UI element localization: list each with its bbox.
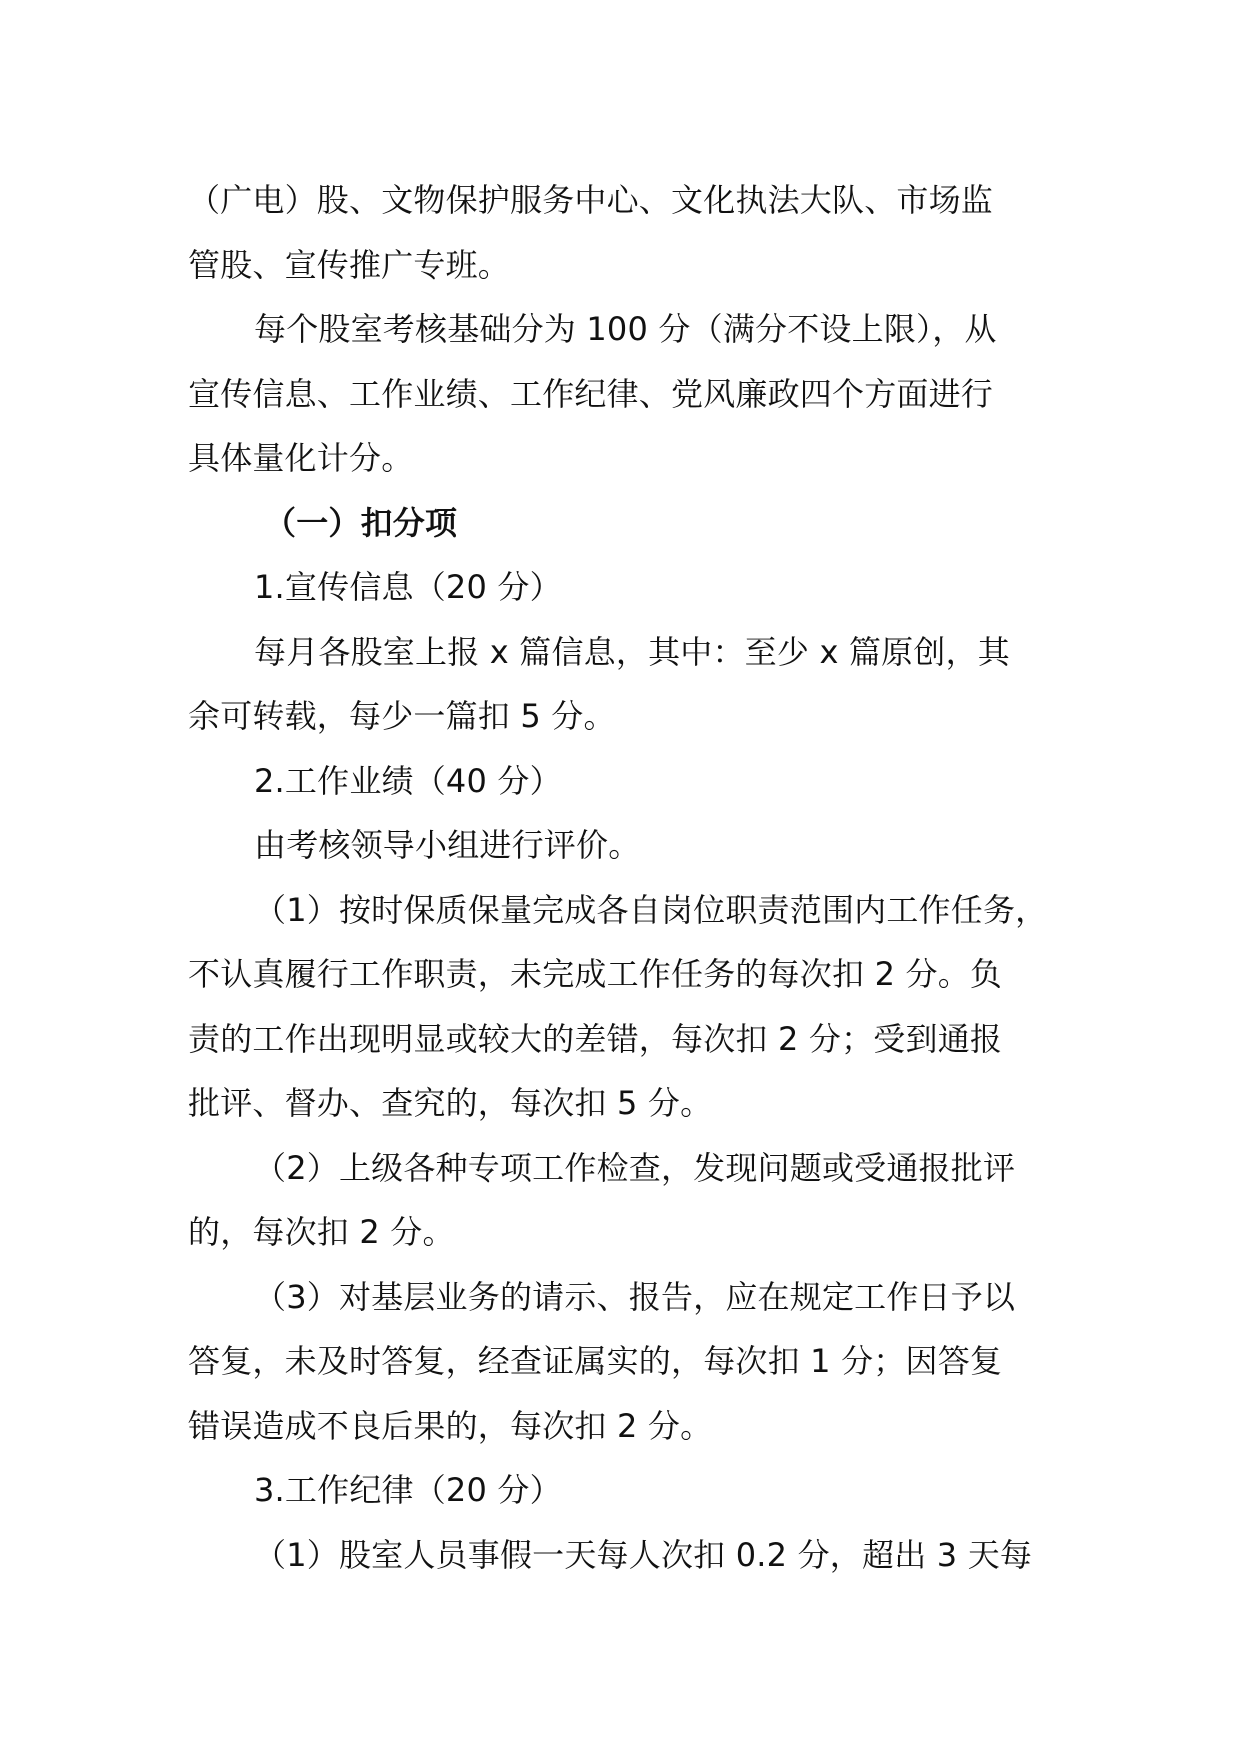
paragraph-line: 由考核领导小组进行评价。 (254, 826, 641, 864)
paragraph-line: 余可转载，每少一篇扣 5 分。 (188, 697, 616, 735)
subsection-heading: 1.宣传信息（20 分） (254, 568, 562, 606)
paragraph-line: （广电）股、文物保护服务中心、文化执法大队、市场监 (188, 181, 994, 219)
paragraph-line: （1）股室人员事假一天每人次扣 0.2 分，超出 3 天每 (254, 1535, 1033, 1574)
section-heading: （一）扣分项 (264, 503, 458, 542)
document-body (188, 168, 1058, 1587)
paragraph-line: 不认真履行工作职责，未完成工作任务的每次扣 2 分。负 (188, 955, 1003, 993)
paragraph-line: 的，每次扣 2 分。 (188, 1213, 455, 1251)
paragraph-line: （3）对基层业务的请示、报告，应在规定工作日予以 (254, 1277, 1016, 1316)
paragraph-line: 每个股室考核基础分为 100 分（满分不设上限），从 (254, 310, 997, 348)
paragraph-line: 批评、督办、查究的，每次扣 5 分。 (188, 1084, 713, 1122)
paragraph-line: 每月各股室上报 x 篇信息，其中：至少 x 篇原创，其 (254, 632, 1010, 671)
paragraph-line: 答复，未及时答复，经查证属实的，每次扣 1 分；因答复 (188, 1342, 1003, 1380)
subsection-heading: 2.工作业绩（40 分） (254, 761, 562, 800)
paragraph-line: （2）上级各种专项工作检查，发现问题或受通报批评 (254, 1148, 1016, 1187)
subsection-heading: 3.工作纪律（20 分） (254, 1471, 562, 1509)
paragraph-line: 宣传信息、工作业绩、工作纪律、党风廉政四个方面进行 (188, 374, 994, 413)
paragraph-line: 管股、宣传推广专班。 (188, 245, 511, 284)
paragraph-line: （1）按时保质保量完成各自岗位职责范围内工作任务， (254, 890, 1048, 929)
paragraph-line: 具体量化计分。 (188, 439, 414, 477)
paragraph-line: 错误造成不良后果的，每次扣 2 分。 (188, 1406, 713, 1445)
paragraph-line: 责的工作出现明显或较大的差错，每次扣 2 分；受到通报 (188, 1019, 1003, 1058)
